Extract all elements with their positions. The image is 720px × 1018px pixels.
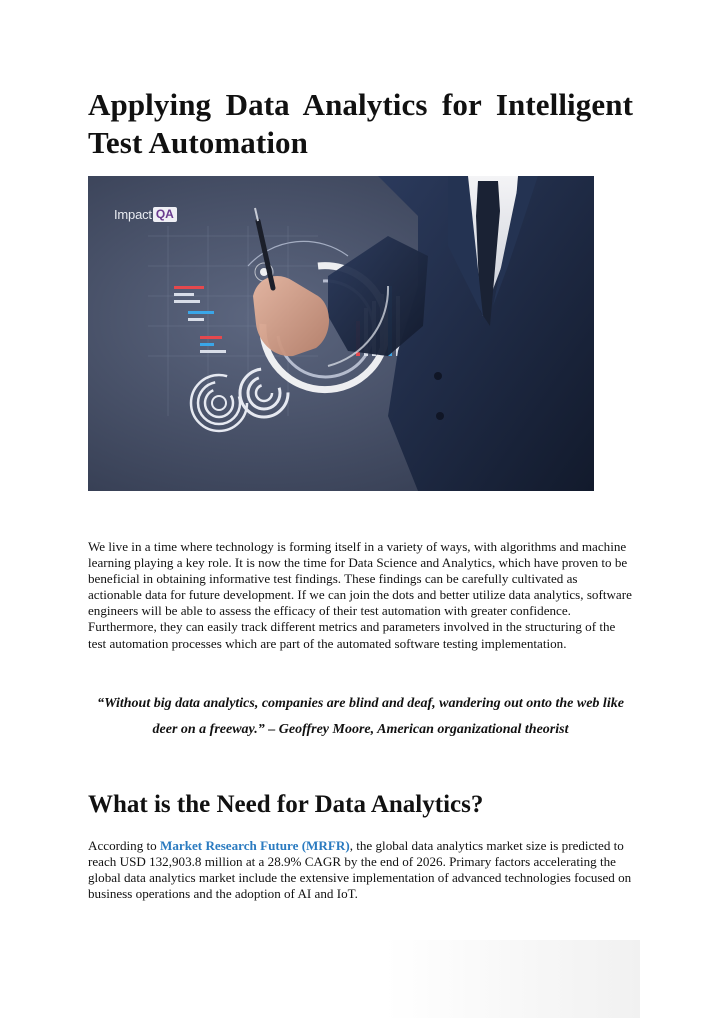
- market-paragraph: [88, 838, 633, 902]
- page-title: Applying Data Analytics for Intelligent Test Automation: [88, 87, 633, 160]
- impactqa-logo: [114, 207, 177, 222]
- market-prefix: According to: [88, 838, 160, 853]
- quote: “Without big data analytics, companies are blind and deaf, wandering out onto the web like deer on a freeway.” – Geoffrey Moore, American organizational theorist: [97, 696, 624, 737]
- hero-illustration: [88, 176, 594, 491]
- hero-image: [88, 176, 594, 491]
- intro-paragraph: We live in a time where technology is forming itself in a variety of ways, with algorithms and machine learning playing a key role. It is now the time for Data Science and Analytics, which have proven to be beneficial in obtaining informative test findings. These findings can be carefully cultivated as actionable data for future development. If we can join the dots and better utilize data analytics, software engineers will be able to assess the efficacy of their test automation with greater confidence. Furthermore, they can easily track different metrics and parameters involved in the structuring of the test automation processes which are part of the automated software testing implementation.: [88, 539, 632, 651]
- page-shadow: [385, 940, 640, 1018]
- section-heading: What is the Need for Data Analytics?: [88, 791, 484, 818]
- logo-word: Impact: [114, 207, 152, 222]
- logo-accent: QA: [153, 207, 177, 222]
- market-suffix: , the global data analytics market size is predicted to reach USD 132,903.8 million at a 28.9% CAGR by the end of 2026. Primary factors accelerating the global data analytics market include the extensive implementation of advanced technologies focused on business operations and the adoption of AI and IoT.: [88, 838, 632, 902]
- mrfr-link[interactable]: Market Research Future (MRFR): [160, 838, 350, 853]
